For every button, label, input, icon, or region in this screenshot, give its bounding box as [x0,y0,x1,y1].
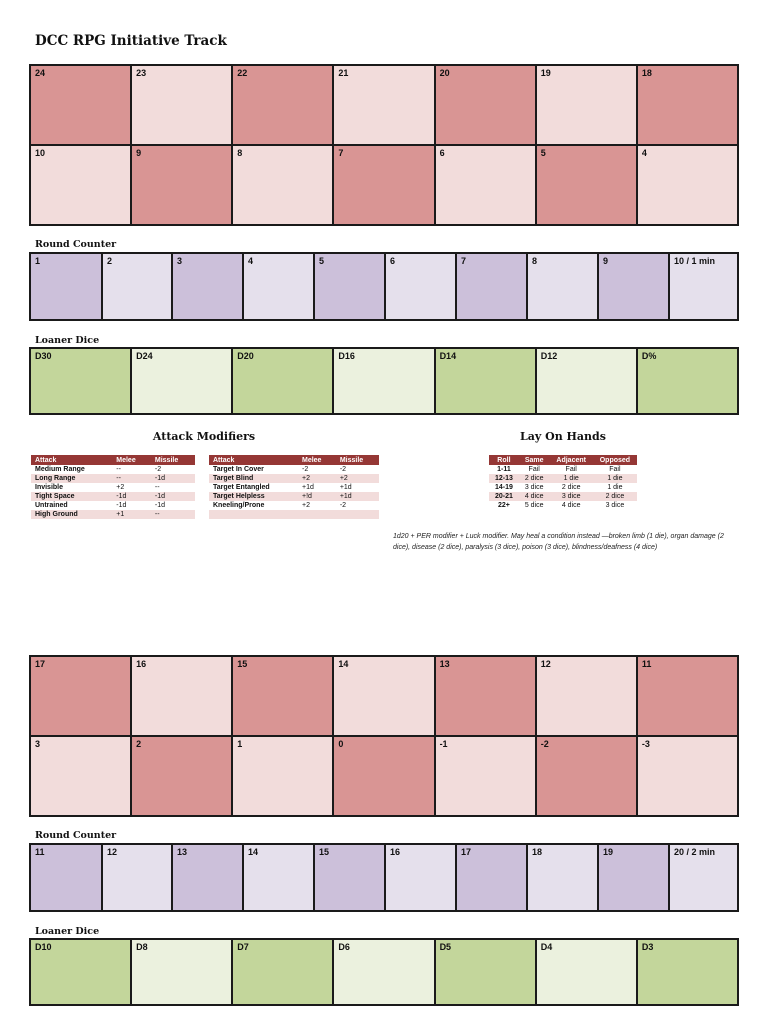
initiative-cell[interactable]: 7 [334,146,435,224]
dice-cell[interactable]: D20 [233,349,334,413]
initiative-grid-top-row2 [29,144,739,226]
table-cell: 22+ [489,501,519,510]
round-cell[interactable]: 1 [31,254,103,319]
loaner-dice-grid-bottom [29,938,739,1006]
table-cell: 1 die [550,474,593,483]
table-cell: +1d [298,483,336,492]
initiative-cell[interactable]: 20 [436,66,537,144]
initiative-cell[interactable]: 10 [31,146,132,224]
initiative-grid-top-row1 [29,64,739,146]
table-cell: -2 [336,501,379,510]
table-cell: -1d [112,492,151,501]
table-cell: Untrained [31,501,112,510]
initiative-cell[interactable]: 15 [233,657,334,735]
dice-cell[interactable]: D5 [436,940,537,1004]
round-counter-grid-top [29,252,739,321]
table-cell: +1d [336,492,379,501]
dice-cell[interactable]: D% [638,349,737,413]
table-cell: 1 die [593,483,637,492]
table-cell: Tight Space [31,492,112,501]
table-cell: 12-13 [489,474,519,483]
table-cell: -1d [112,501,151,510]
initiative-cell[interactable]: -1 [436,737,537,815]
table-cell: -2 [298,465,336,474]
dice-cell[interactable]: D10 [31,940,132,1004]
table-cell: Fail [519,465,550,474]
table-cell: -2 [151,465,195,474]
table-cell: -1d [151,501,195,510]
round-cell[interactable]: 7 [457,254,528,319]
initiative-cell[interactable]: 4 [638,146,737,224]
table-cell: 3 dice [519,483,550,492]
table-cell: 2 dice [519,474,550,483]
attack-modifiers-table-2 [209,455,379,519]
table-cell: Medium Range [31,465,112,474]
dice-cell[interactable]: D24 [132,349,233,413]
round-cell[interactable]: 6 [386,254,457,319]
round-cell[interactable]: 9 [599,254,670,319]
lay-on-hands-heading: Lay On Hands [520,430,606,443]
table-cell: 1 die [593,474,637,483]
table-cell: Target Blind [209,474,298,483]
round-cell[interactable]: 12 [103,845,173,910]
table-cell: 14-19 [489,483,519,492]
round-cell[interactable]: 20 / 2 min [670,845,737,910]
initiative-cell[interactable]: 17 [31,657,132,735]
attack-modifiers-heading: Attack Modifiers [152,430,256,443]
initiative-cell[interactable]: 9 [132,146,233,224]
round-counter-grid-bottom [29,843,739,912]
initiative-cell[interactable]: 5 [537,146,638,224]
initiative-cell[interactable]: 18 [638,66,737,144]
table-cell: Fail [550,465,593,474]
initiative-cell[interactable]: 14 [334,657,435,735]
table-cell: Target In Cover [209,465,298,474]
table-cell: High Ground [31,510,112,519]
initiative-cell[interactable]: 1 [233,737,334,815]
table-cell: Kneeling/Prone [209,501,298,510]
dice-cell[interactable]: D6 [334,940,435,1004]
table-cell: -1d [151,474,195,483]
table-header: Roll [489,455,519,465]
table-cell [298,510,336,519]
round-counter-label: Round Counter [35,830,117,841]
table-header: Missile [336,455,379,465]
table-cell: +2 [112,483,151,492]
round-cell[interactable]: 13 [173,845,244,910]
table-header: Melee [298,455,336,465]
table-cell: -1d [151,492,195,501]
table-cell: 3 dice [550,492,593,501]
initiative-cell[interactable]: 22 [233,66,334,144]
loaner-dice-grid-top [29,347,739,415]
table-cell: Long Range [31,474,112,483]
table-cell: +2 [336,474,379,483]
table-cell: 1-11 [489,465,519,474]
table-cell: -- [151,483,195,492]
loaner-dice-label: Loaner Dice [35,926,100,937]
round-cell[interactable]: 2 [103,254,173,319]
lay-on-hands-note: 1d20 + PER modifier + Luck modifier. May heal a condition instead —broken limb (1 die), organ damage (2 dice), disease (2 dice), paralysis (3 dice), poison (3 dice), blindness/deafness (4 dice) [393,533,724,551]
table-cell: +1d [336,483,379,492]
dice-cell[interactable]: D7 [233,940,334,1004]
table-cell: 3 dice [593,501,637,510]
dice-cell[interactable]: D30 [31,349,132,413]
initiative-cell[interactable]: 21 [334,66,435,144]
table-cell: +2 [298,474,336,483]
initiative-cell[interactable]: -3 [638,737,737,815]
initiative-cell[interactable]: 3 [31,737,132,815]
round-cell[interactable]: 10 / 1 min [670,254,737,319]
initiative-cell[interactable]: -2 [537,737,638,815]
round-cell[interactable]: 17 [457,845,528,910]
table-cell: 2 dice [593,492,637,501]
table-cell: +2 [298,501,336,510]
table-header: Missile [151,455,195,465]
table-cell: -- [112,465,151,474]
initiative-cell[interactable]: 6 [436,146,537,224]
dice-cell[interactable]: D14 [436,349,537,413]
table-cell: +1 [112,510,151,519]
table-header: Opposed [593,455,637,465]
table-cell: Target Entangled [209,483,298,492]
round-cell[interactable]: 19 [599,845,670,910]
table-header: Attack [31,455,112,465]
round-cell[interactable]: 11 [31,845,103,910]
table-cell: 4 dice [550,501,593,510]
table-cell: Target Helpless [209,492,298,501]
table-cell: Invisible [31,483,112,492]
round-cell[interactable]: 18 [528,845,599,910]
table-header: Melee [112,455,151,465]
round-cell[interactable]: 4 [244,254,315,319]
table-cell: -- [112,474,151,483]
initiative-cell[interactable]: 8 [233,146,334,224]
round-cell[interactable]: 15 [315,845,386,910]
table-header: Attack [209,455,298,465]
table-cell: 5 dice [519,501,550,510]
initiative-cell[interactable]: 16 [132,657,233,735]
round-counter-label: Round Counter [35,239,117,250]
table-cell [209,510,298,519]
attack-modifiers-table-1 [31,455,195,519]
round-cell[interactable]: 8 [528,254,599,319]
table-cell: -2 [336,465,379,474]
initiative-cell[interactable]: 11 [638,657,737,735]
table-header: Adjacent [550,455,593,465]
round-cell[interactable]: 5 [315,254,386,319]
initiative-cell[interactable]: 12 [537,657,638,735]
table-cell [336,510,379,519]
initiative-grid-bottom-row2 [29,735,739,817]
initiative-cell[interactable]: 19 [537,66,638,144]
initiative-grid-bottom-row1 [29,655,739,737]
initiative-cell[interactable]: 2 [132,737,233,815]
dice-cell[interactable]: D8 [132,940,233,1004]
table-header: Same [519,455,550,465]
table-cell: 2 dice [550,483,593,492]
table-cell: Fail [593,465,637,474]
initiative-cell[interactable]: 24 [31,66,132,144]
initiative-cell[interactable]: 0 [334,737,435,815]
lay-on-hands-table [489,455,637,510]
dice-cell[interactable]: D4 [537,940,638,1004]
dice-cell[interactable]: D16 [334,349,435,413]
table-cell: 20-21 [489,492,519,501]
round-cell[interactable]: 3 [173,254,244,319]
dice-cell[interactable]: D3 [638,940,737,1004]
page-title: DCC RPG Initiative Track [35,33,227,49]
initiative-cell[interactable]: 13 [436,657,537,735]
dice-cell[interactable]: D12 [537,349,638,413]
round-cell[interactable]: 16 [386,845,457,910]
loaner-dice-label: Loaner Dice [35,335,100,346]
table-cell: 4 dice [519,492,550,501]
round-cell[interactable]: 14 [244,845,315,910]
initiative-cell[interactable]: 23 [132,66,233,144]
table-cell: -- [151,510,195,519]
table-cell: +!d [298,492,336,501]
